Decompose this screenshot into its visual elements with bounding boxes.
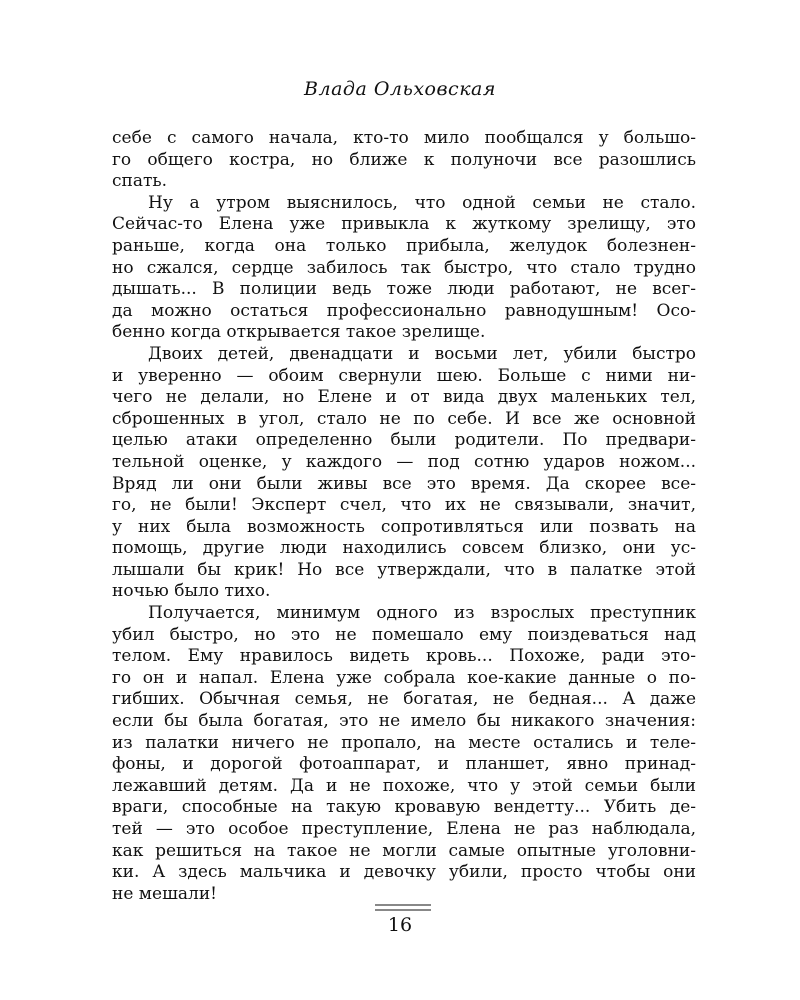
page-number: 16 bbox=[387, 914, 413, 936]
text-line: у них была возможность сопротивляться или позвать на bbox=[112, 516, 696, 537]
text-line: как решиться на такое не могли самые опытные уголовни- bbox=[112, 840, 696, 861]
footer-rule-bottom bbox=[375, 909, 431, 911]
text-line: если бы была богатая, это не имело бы никакого значения: bbox=[112, 711, 696, 732]
text-line: сброшенных в угол, стало не по себе. И все же основной bbox=[112, 408, 696, 429]
text-line: го он и напал. Елена уже собрала кое-какие данные о по- bbox=[112, 667, 696, 688]
text-line: лышали бы крик! Но все утверждали, что в палатке этой bbox=[112, 559, 696, 580]
text-line: но сжался, сердце забилось так быстро, что стало трудно bbox=[112, 257, 696, 278]
text-line: из палатки ничего не пропало, на месте остались и теле- bbox=[112, 732, 696, 753]
text-line: да можно остаться профессионально равнодушным! Осо- bbox=[112, 300, 696, 321]
text-line: ночью было тихо. bbox=[112, 581, 271, 602]
text-line: дышать... В полиции ведь тоже люди работают, не всег- bbox=[112, 279, 696, 300]
text-line: Получается, минимум одного из взрослых преступник bbox=[148, 603, 696, 624]
text-line: раньше, когда она только прибыла, желудок болезнен- bbox=[112, 235, 696, 256]
text-line: бенно когда открывается такое зрелище. bbox=[112, 322, 486, 343]
body-text bbox=[112, 128, 696, 905]
text-line: чего не делали, но Елене и от вида двух маленьких тел, bbox=[112, 387, 696, 408]
running-header: Влада Ольховская bbox=[304, 78, 496, 100]
text-line: Сейчас-то Елена уже привыкла к жуткому зрелищу, это bbox=[112, 214, 696, 235]
text-line: целью атаки определенно были родители. По предвари- bbox=[112, 430, 696, 451]
text-line: фоны, и дорогой фотоаппарат, и планшет, явно принад- bbox=[112, 754, 696, 775]
text-line: Ну а утром выяснилось, что одной семьи не стало. bbox=[148, 192, 696, 213]
text-line: себе с самого начала, кто-то мило пообщался у большо- bbox=[112, 128, 696, 148]
text-line: Вряд ли они были живы все это время. Да скорее все- bbox=[112, 473, 696, 494]
text-line: и уверенно — обоим свернули шею. Больше с ними ни- bbox=[112, 365, 696, 386]
text-line: ки. А здесь мальчика и девочку убили, просто чтобы они bbox=[112, 862, 696, 883]
text-line: го общего костра, но ближе к полуночи все разошлись bbox=[112, 149, 696, 170]
text-line: тей — это особое преступление, Елена не раз наблюдала, bbox=[112, 819, 696, 839]
text-line: враги, способные на такую кровавую вендетту... Убить де- bbox=[112, 797, 696, 818]
text-line: спать. bbox=[112, 171, 168, 192]
text-line: го, не были! Эксперт счел, что их не связывали, значит, bbox=[112, 495, 696, 516]
footer-rule-top bbox=[375, 904, 431, 906]
text-line: тельной оценке, у каждого — под сотню ударов ножом... bbox=[112, 451, 696, 472]
text-line: помощь, другие люди находились совсем близко, они ус- bbox=[112, 538, 696, 559]
text-line: не мешали! bbox=[112, 883, 217, 904]
text-line: лежавший детям. Да и не похоже, что у этой семьи были bbox=[112, 775, 696, 796]
text-line: Двоих детей, двенадцати и восьми лет, убили быстро bbox=[148, 343, 696, 364]
text-line: убил быстро, но это не помешало ему поиздеваться над bbox=[112, 624, 696, 645]
text-line: гибших. Обычная семья, не богатая, не бедная... А даже bbox=[112, 689, 696, 710]
text-line: телом. Ему нравилось видеть кровь... Похоже, ради это- bbox=[112, 646, 696, 667]
